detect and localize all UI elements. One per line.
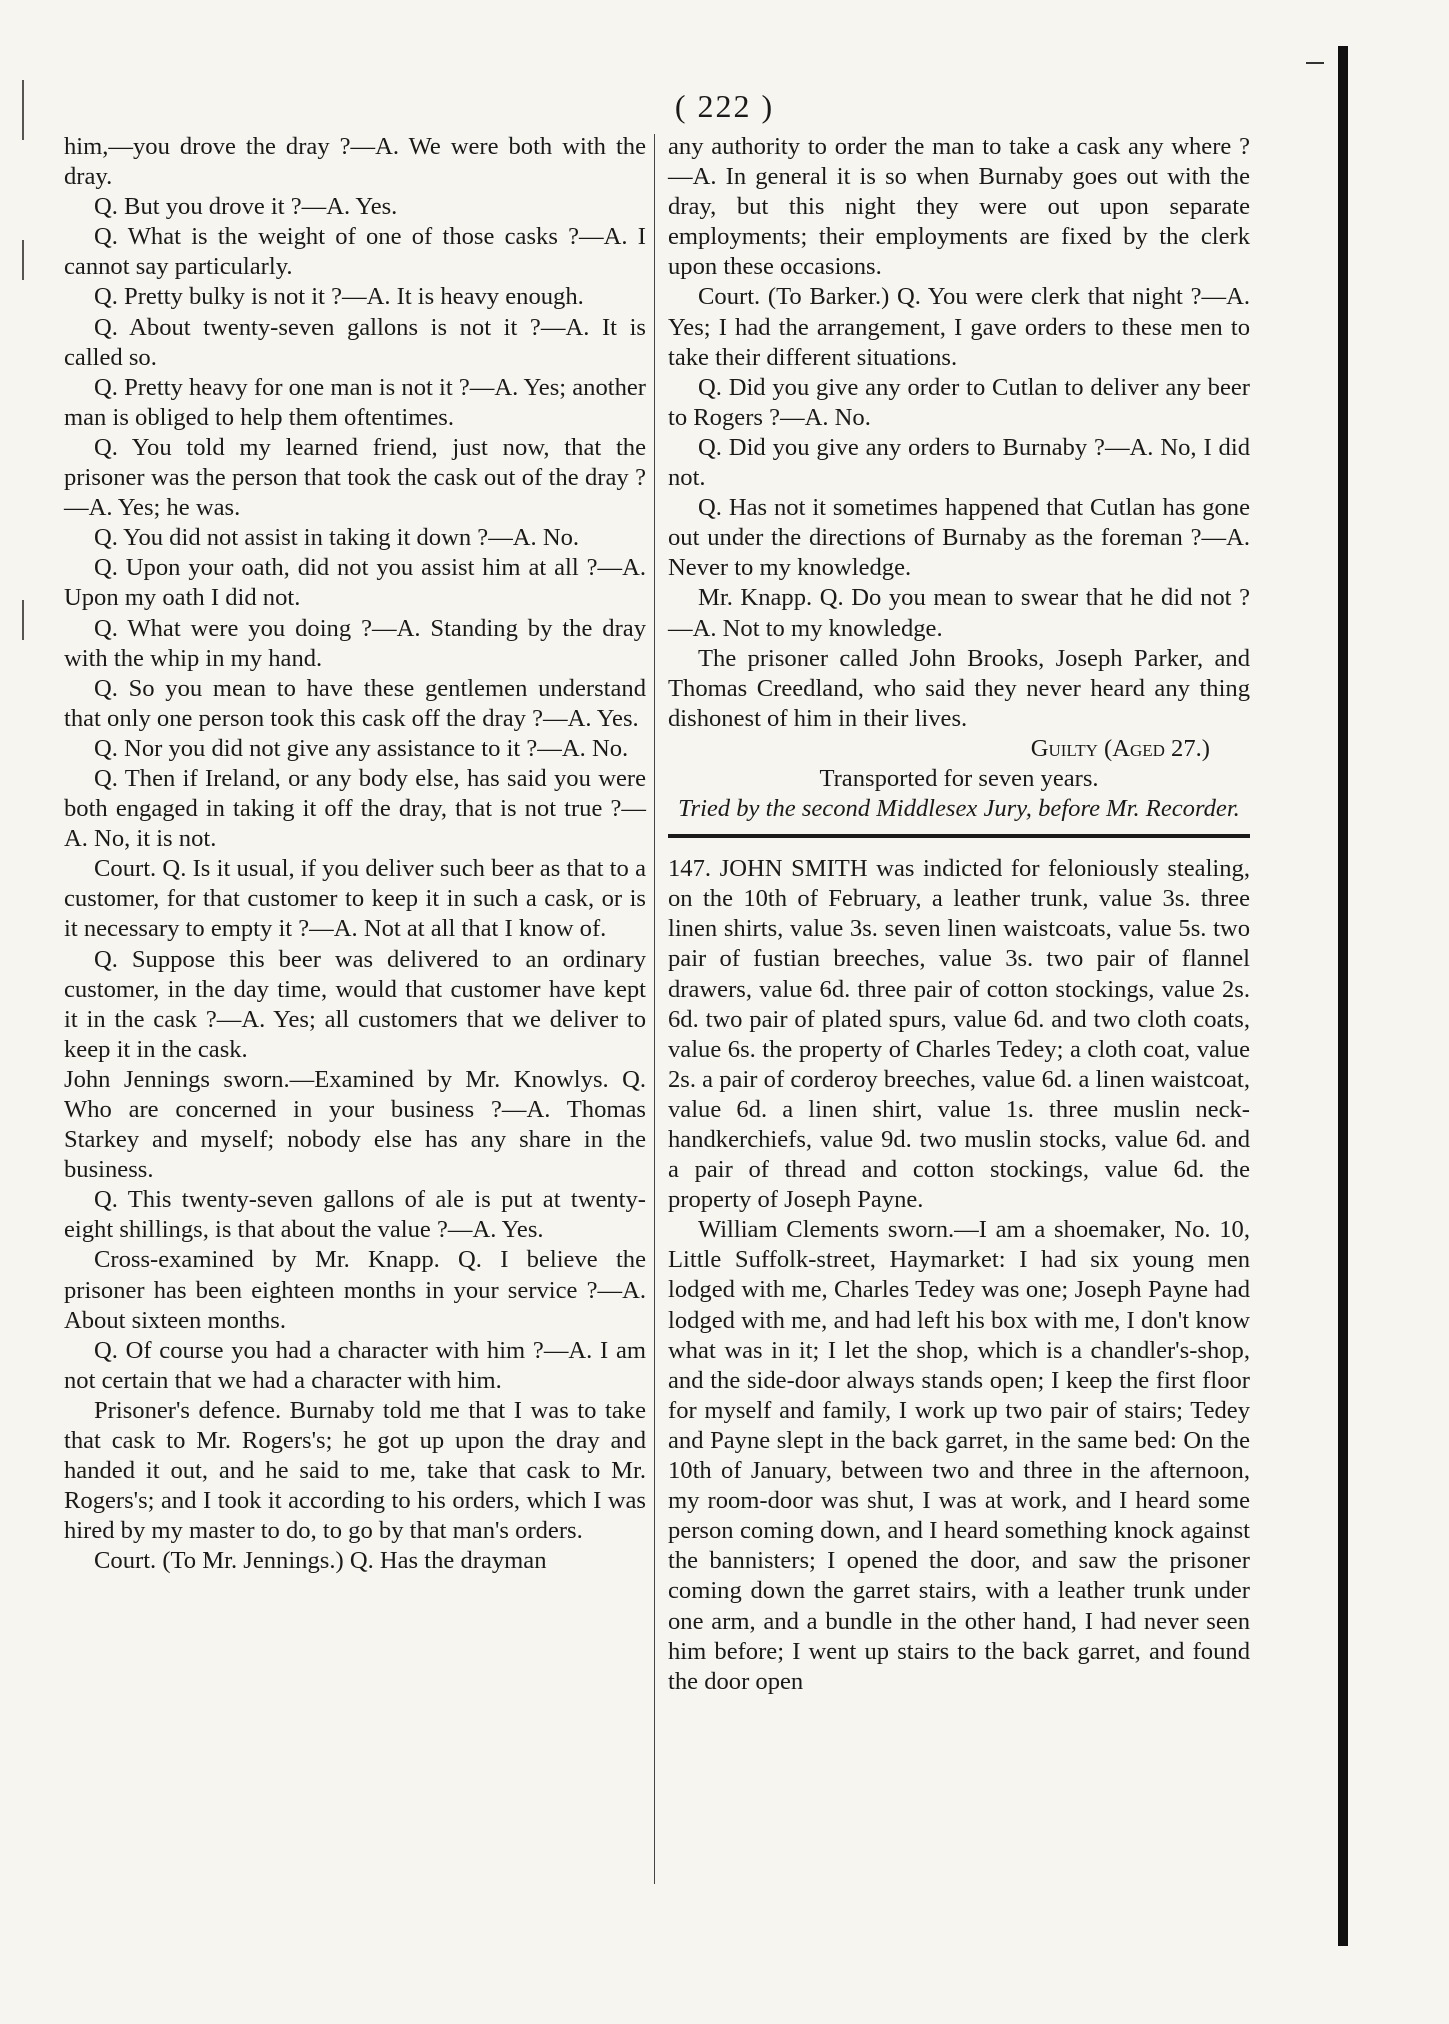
paragraph: The prisoner called John Brooks, Joseph Parker, and Thomas Creedland, who said they never heard any thing dishonest of him in their lives. bbox=[668, 644, 1250, 732]
paragraph: any authority to order the man to take a cask any where ?—A. In general it is so when Burnaby goes out with the dray, but this night they were out upon separate employments; their employments are fixed by the clerk upon these occasions. bbox=[668, 133, 1250, 281]
paragraph: Q. Did you give any order to Cutlan to deliver any beer to Rogers ?—A. No. bbox=[668, 373, 1250, 431]
paragraph: Q. You told my learned friend, just now, that the prisoner was the person that took the cask out of the dray ?—A. Yes; he was. bbox=[64, 433, 646, 522]
paragraph: Q. What were you doing ?—A. Standing by the dray with the whip in my hand. bbox=[64, 614, 646, 672]
paragraph: Q. About twenty-seven gallons is not it ?—A. It is called so. bbox=[64, 313, 646, 371]
paragraph: William Clements sworn.—I am a shoemaker, No. 10, Little Suffolk-street, Haymarket: I had six young men lodged with me, Charles Tedey was one; Joseph Payne had lodged with me, and had left his box with me, I don't know what was in it; I let the shop, which is a chandler's-shop, and the side-door always stands open; I keep the first floor for myself and family, I work up two pair of stairs; Tedey and Payne slept in the back garret, in the same bed: On the 10th of January, between two and three in the afternoon, my room-door was shut, I was at work, and I heard some person coming down, and I heard something knock against the bannisters; I opened the door, and saw the prisoner coming down the garret stairs, with a leather trunk under one arm, and a bundle in the other hand, I had never seen him before; I went up stairs to the back garret, and found the door open bbox=[668, 1216, 1250, 1695]
paragraph: Q. This twenty-seven gallons of ale is put at twenty-eight shillings, is that about the value ?—A. Yes. bbox=[64, 1186, 646, 1244]
paragraph: Q. You did not assist in taking it down ?—A. No. bbox=[94, 524, 580, 552]
paragraph: Q. Then if Ireland, or any body else, has said you were both engaged in taking it off the dray, that is not true ?—A. No, it is not. bbox=[64, 764, 646, 853]
page-edge-bar bbox=[1338, 46, 1348, 1946]
left-column bbox=[64, 132, 646, 1577]
verdict: Guilty (Aged 27.) bbox=[1030, 734, 1210, 762]
paragraph: Q. Has not it sometimes happened that Cutlan has gone out under the directions of Burnaby as the foreman ?—A. Never to my knowledge. bbox=[668, 494, 1250, 582]
right-column bbox=[668, 132, 1250, 1697]
sentence: Transported for seven years. bbox=[819, 764, 1099, 792]
margin-mark bbox=[22, 600, 24, 640]
margin-mark bbox=[22, 240, 24, 280]
column-divider bbox=[654, 134, 655, 1884]
paragraph: Q. But you drove it ?—A. Yes. bbox=[94, 193, 398, 221]
paragraph: Q. What is the weight of one of those casks ?—A. I cannot say particularly. bbox=[64, 223, 646, 281]
paragraph: Q. Pretty bulky is not it ?—A. It is heavy enough. bbox=[94, 283, 584, 311]
paragraph: 147. JOHN SMITH was indicted for feloniously stealing, on the 10th of February, a leather trunk, value 3s. three linen shirts, value 3s. seven linen waistcoats, value 5s. two pair of fustian breeches, value 3s. two pair of flannel drawers, value 6d. three pair of cotton stockings, value 2s. 6d. two pair of plated spurs, value 6d. and two cloth coats, value 6s. the property of Charles Tedey; a cloth coat, value 2s. a pair of corderoy breeches, value 6d. a linen waistcoat, value 6d. a linen shirt, value 1s. three muslin neck-handkerchiefs, value 9d. two muslin stocks, value 6d. and a pair of thread and cotton stockings, value 6d. the property of Joseph Payne. bbox=[668, 855, 1250, 1214]
paragraph: Mr. Knapp. Q. Do you mean to swear that he did not ?—A. Not to my knowledge. bbox=[668, 584, 1250, 642]
paragraph: Q. Upon your oath, did not you assist him at all ?—A. Upon my oath I did not. bbox=[64, 554, 646, 612]
page-number: ( 222 ) bbox=[674, 88, 775, 124]
paragraph: Court. Q. Is it usual, if you deliver such beer as that to a customer, for that customer to keep it in such a cask, or is it necessary to empty it ?—A. Not at all that I know of. bbox=[64, 855, 646, 943]
paragraph: Q. Of course you had a character with him ?—A. I am not certain that we had a character with him. bbox=[64, 1336, 646, 1394]
paragraph: Cross-examined by Mr. Knapp. Q. I believe the prisoner has been eighteen months in your service ?—A. About sixteen months. bbox=[64, 1246, 646, 1334]
paragraph: Court. (To Barker.) Q. You were clerk that night ?—A. Yes; I had the arrangement, I gave orders to these men to take their different situations. bbox=[668, 283, 1250, 371]
section-rule bbox=[668, 834, 1250, 838]
paragraph: him,—you drove the dray ?—A. We were both with the dray. bbox=[64, 133, 646, 191]
paragraph: Court. (To Mr. Jennings.) Q. Has the drayman bbox=[94, 1547, 547, 1575]
paragraph: Q. Did you give any orders to Burnaby ?—A. No, I did not. bbox=[668, 433, 1250, 492]
paragraph: John Jennings sworn.—Examined by Mr. Knowlys. Q. Who are concerned in your business ?—A. Thomas Starkey and myself; nobody else has any share in the business. bbox=[64, 1065, 646, 1184]
paragraph: Q. Nor you did not give any assistance to it ?—A. No. bbox=[94, 734, 629, 762]
paragraph: Prisoner's defence. Burnaby told me that I was to take that cask to Mr. Rogers's; he got up upon the dray and handed it out, and he said to me, take that cask to Mr. Rogers's; and I took it according to his orders, which I was hired by my master to do, to go by that man's orders. bbox=[64, 1396, 646, 1545]
trial-note: Tried by the second Middlesex Jury, before Mr. Recorder. bbox=[678, 795, 1240, 823]
paragraph: Q. Suppose this beer was delivered to an ordinary customer, in the day time, would that customer have kept it in the cask ?—A. Yes; all customers that we deliver to keep it in the cask. bbox=[64, 945, 646, 1063]
page-edge-tick bbox=[1306, 62, 1324, 64]
paragraph: Q. Pretty heavy for one man is not it ?—A. Yes; another man is obliged to help them oftentimes. bbox=[64, 373, 646, 431]
paragraph: Q. So you mean to have these gentlemen understand that only one person took this cask off the dray ?—A. Yes. bbox=[64, 674, 646, 732]
